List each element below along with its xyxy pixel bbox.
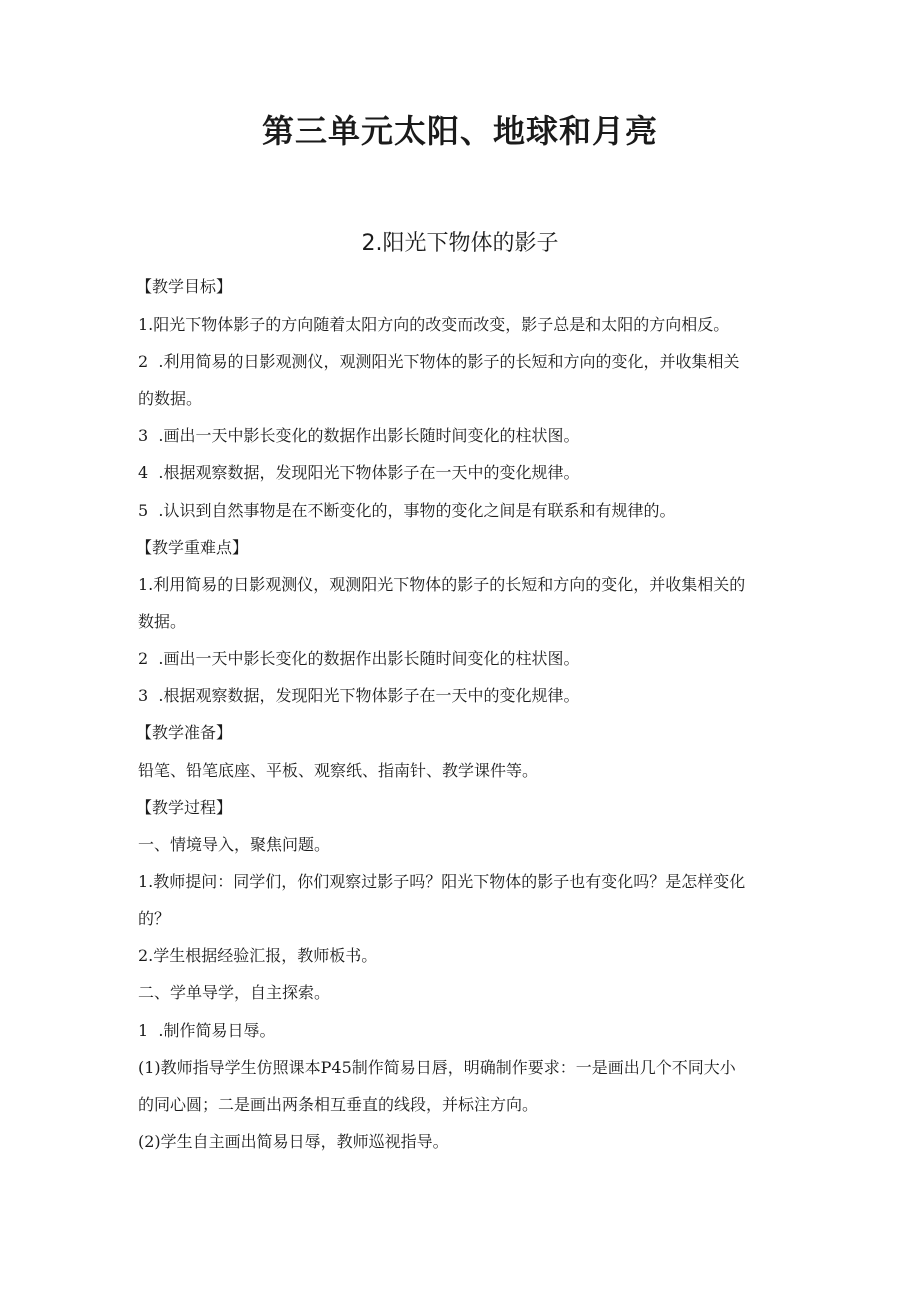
process-step-2-sub-1: (1)教师指导学生仿照课本P45制作简易日唇，明确制作要求：一是画出几个不同大小 <box>138 1058 736 1077</box>
unit-title: 第三单元太阳、地球和月亮 <box>261 112 658 150</box>
process-step-2-sub-2: (2)学生自主画出简易日辱，教师巡视指导。 <box>138 1132 449 1151</box>
process-step-1-item-1-cont: 的？ <box>138 909 171 928</box>
lesson-title: 2.阳光下物体的影子 <box>361 231 559 256</box>
objective-2: 2 .利用简易的日影观测仪，观测阳光下物体的影子的长短和方向的变化，并收集相关 <box>138 352 740 371</box>
objective-2-cont: 的数据。 <box>138 389 203 408</box>
preparation-items: 铅笔、铅笔底座、平板、观察纸、指南针、教学课件等。 <box>138 761 539 780</box>
objective-4: 4 .根据观察数据，发现阳光下物体影子在一天中的变化规律。 <box>138 463 580 482</box>
process-step-2-item-1: 1 .制作简易日辱。 <box>138 1021 276 1040</box>
section-heading-process: 【教学过程】 <box>136 798 233 817</box>
objective-5: 5 .认识到自然事物是在不断变化的，事物的变化之间是有联系和有规律的。 <box>138 501 676 520</box>
process-step-2: 二、学单导学，自主探索。 <box>138 983 331 1002</box>
objective-1: 1.阳光下物体影子的方向随着太阳方向的改变而改变，影子总是和太阳的方向相反。 <box>138 315 730 334</box>
process-step-1-item-1: 1.教师提问：同学们，你们观察过影子吗？阳光下物体的影子也有变化吗？是怎样变化 <box>138 872 746 891</box>
section-heading-key-points: 【教学重难点】 <box>136 538 249 557</box>
key-point-3: 3 .根据观察数据，发现阳光下物体影子在一天中的变化规律。 <box>138 686 580 705</box>
process-step-2-sub-1-cont: 的同心圆；二是画出两条相互垂直的线段，并标注方向。 <box>138 1095 539 1114</box>
objective-3: 3 .画出一天中影长变化的数据作出影长随时间变化的柱状图。 <box>138 426 580 445</box>
section-heading-preparation: 【教学准备】 <box>136 723 233 742</box>
process-step-1: 一、情境导入，聚焦问题。 <box>138 835 331 854</box>
key-point-1-cont: 数据。 <box>138 612 187 631</box>
key-point-2: 2 .画出一天中影长变化的数据作出影长随时间变化的柱状图。 <box>138 649 580 668</box>
process-step-1-item-2: 2.学生根据经验汇报，教师板书。 <box>138 946 378 965</box>
section-heading-objectives: 【教学目标】 <box>136 277 233 296</box>
key-point-1: 1.利用简易的日影观测仪，观测阳光下物体的影子的长短和方向的变化，并收集相关的 <box>138 575 746 594</box>
